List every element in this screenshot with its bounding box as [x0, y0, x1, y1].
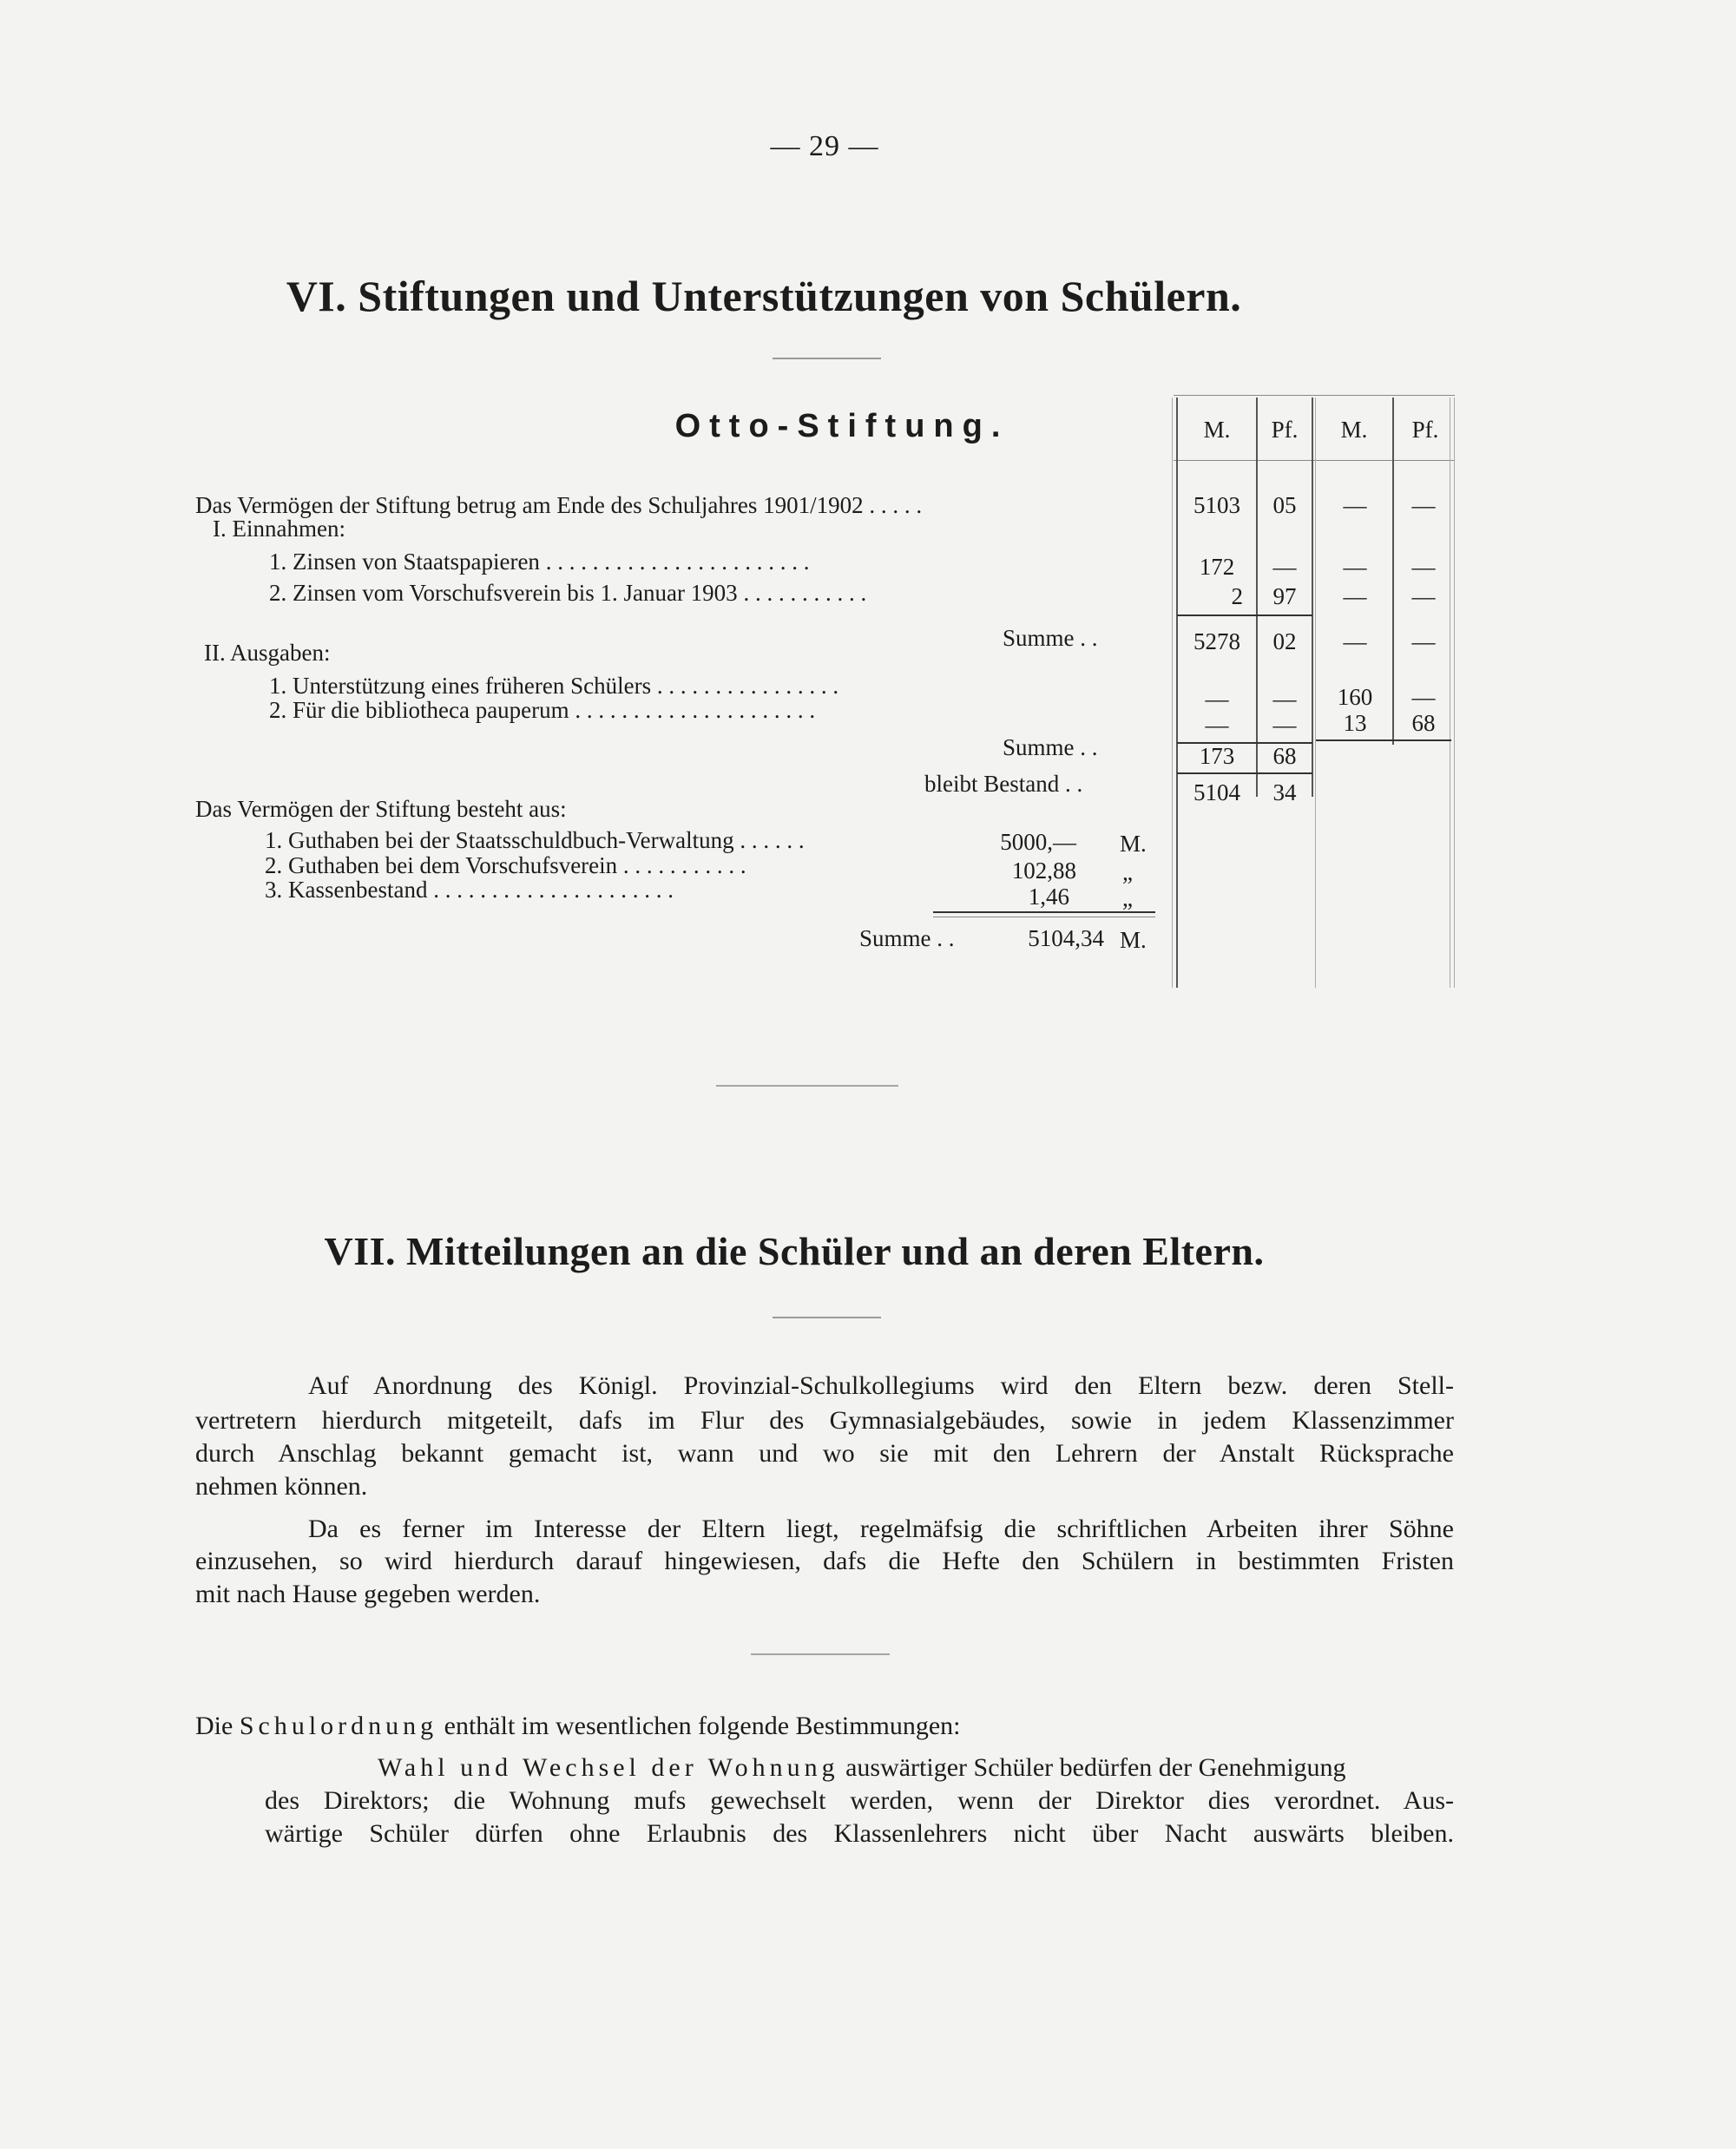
paragraph-1-line: Auf Anordnung des Königl. Provinzial-Schulkollegiums wird den Eltern bezw. deren Stell- [308, 1371, 1454, 1400]
cell-m2: 13 [1343, 710, 1367, 736]
cell-m1: 2 [1231, 583, 1243, 609]
cell-pf1: 97 [1272, 583, 1297, 609]
divider [751, 1653, 890, 1655]
divider [716, 1085, 898, 1087]
row-label: 2. Zinsen vom Vorschufsverein bis 1. Januar 1903 . . . . . . . . . . . [269, 580, 867, 606]
cell-pf1: 68 [1272, 743, 1297, 769]
row-label: 1. Unterstützung eines früheren Schülers . . . . . . . . . . . . . . . . [269, 673, 839, 699]
table-vline [1312, 398, 1313, 797]
sum-rule [1177, 772, 1312, 774]
ausgaben-header: II. Ausgaben: [204, 640, 331, 666]
schulordnung-line: Die Schulordnung enthält im wesentlichen folgende Bestimmungen: [195, 1712, 961, 1740]
cell-pf2: — [1411, 554, 1436, 580]
cell-m1: 5278 [1194, 628, 1240, 654]
cell-pf2: — [1411, 684, 1436, 710]
table-vline [1454, 398, 1455, 988]
row-label: Summe . . [1003, 734, 1098, 760]
col-header-m1: M. [1203, 417, 1231, 443]
page-number: — 29 — [770, 130, 879, 162]
cell-m1: — [1205, 712, 1229, 738]
cell-pf2: — [1411, 583, 1436, 609]
section-6-title: VI. Stiftungen und Unterstützungen von Schülern. [286, 272, 1242, 320]
besteht-amount: 102,88 [1011, 858, 1076, 884]
paragraph-2-line: mit nach Hause gegeben werden. [195, 1580, 541, 1608]
paragraph-2-line: Da es ferner im Interesse der Eltern liegt, regelmäfsig die schriftlichen Arbeiten ihrer Söhne [308, 1515, 1454, 1543]
table-vline [1172, 398, 1173, 988]
cell-m2: 160 [1337, 684, 1373, 710]
paragraph-3-line: wärtige Schüler dürfen ohne Erlaubnis des Klassenlehrers nicht über Nacht auswärts bleiben. [265, 1819, 1454, 1848]
row-label: bleibt Bestand . . [924, 771, 1083, 797]
table-vline [1392, 398, 1394, 745]
row-label: Summe . . [1003, 625, 1098, 651]
cell-pf2: — [1411, 492, 1436, 518]
col-header-pf2: Pf. [1411, 417, 1439, 443]
cell-pf1: — [1272, 712, 1297, 738]
divider [773, 358, 881, 359]
row-label: 1. Zinsen von Staatspapieren . . . . . . . . . . . . . . . . . . . . . . . [269, 549, 810, 575]
paragraph-1-line: nehmen können. [195, 1472, 368, 1501]
besteht-item: 3. Kassenbestand . . . . . . . . . . . . . . . . . . . . . [265, 877, 674, 903]
cell-m2: — [1343, 583, 1367, 609]
besteht-amount: 1,46 [1028, 884, 1069, 910]
besteht-summe: Summe . . [859, 925, 955, 951]
einnahmen-header: I. Einnahmen: [213, 516, 345, 542]
divider [773, 1317, 881, 1318]
paragraph-1-line: vertretern hierdurch mitgeteilt, dafs im Flur des Gymnasialgebäudes, sowie in jedem Klassenzimmer [195, 1406, 1454, 1435]
paragraph-3-line: Wahl und Wechsel der Wohnung auswärtiger Schüler bedürfen der Genehmigung [378, 1753, 1346, 1782]
besteht-unit: M. [1120, 831, 1147, 857]
cell-pf2: 68 [1411, 710, 1436, 736]
table-vline [1176, 398, 1178, 988]
cell-m1: 5103 [1194, 492, 1240, 518]
col-header-pf1: Pf. [1271, 417, 1299, 443]
sum-rule [1316, 739, 1451, 741]
cell-m2: — [1343, 554, 1367, 580]
cell-pf1: — [1272, 686, 1297, 712]
table-vline [1315, 398, 1316, 988]
cell-m2: — [1343, 492, 1367, 518]
col-header-m2: M. [1340, 417, 1368, 443]
cell-m1: — [1205, 686, 1229, 712]
table-top-rule [1174, 395, 1455, 396]
cell-pf1: 05 [1272, 492, 1297, 518]
paragraph-2-line: einzusehen, so wird hierdurch darauf hingewiesen, dafs die Hefte den Schülern in bestimmten Fristen [195, 1547, 1454, 1575]
row-label: 2. Für die bibliotheca pauperum . . . . . . . . . . . . . . . . . . . . . [269, 697, 816, 723]
cell-m2: — [1343, 628, 1367, 654]
besteht-item: 1. Guthaben bei der Staatsschuldbuch-Verwaltung . . . . . . [265, 827, 805, 853]
table-vline [1256, 398, 1258, 797]
besteht-item: 2. Guthaben bei dem Vorschufsverein . . . . . . . . . . . [265, 852, 746, 878]
cell-m1: 5104 [1194, 779, 1240, 805]
besteht-summe-amount: 5104,34 [1028, 925, 1104, 951]
besteht-summe-unit: M. [1120, 927, 1147, 953]
table-header-rule [1174, 460, 1455, 461]
cell-m1: 173 [1199, 743, 1235, 769]
otto-stiftung-title: Otto-Stiftung. [674, 408, 1009, 444]
cell-pf1: — [1272, 554, 1297, 580]
cell-pf1: 34 [1272, 779, 1297, 805]
section-7-title: VII. Mitteilungen an die Schüler und an deren Eltern. [324, 1229, 1265, 1273]
cell-pf2: — [1411, 628, 1436, 654]
besteht-unit: „ [1122, 885, 1133, 911]
besteht-amount: 5000,— [1000, 829, 1076, 855]
besteht-sum-rule [933, 911, 1155, 913]
cell-m1: 172 [1199, 554, 1235, 580]
paragraph-1-line: durch Anschlag bekannt gemacht ist, wann und wo sie mit den Lehrern der Anstalt Rücksprache [195, 1439, 1454, 1468]
besteht-header: Das Vermögen der Stiftung besteht aus: [195, 796, 567, 822]
cell-pf1: 02 [1272, 628, 1297, 654]
sum-rule [1177, 614, 1312, 616]
paragraph-3-line: des Direktors; die Wohnung mufs gewechselt werden, wenn der Direktor dies verordnet. Aus- [265, 1786, 1454, 1815]
row-label: Das Vermögen der Stiftung betrug am Ende des Schuljahres 1901/1902 . . . . . [195, 492, 923, 518]
besteht-unit: „ [1122, 859, 1133, 885]
